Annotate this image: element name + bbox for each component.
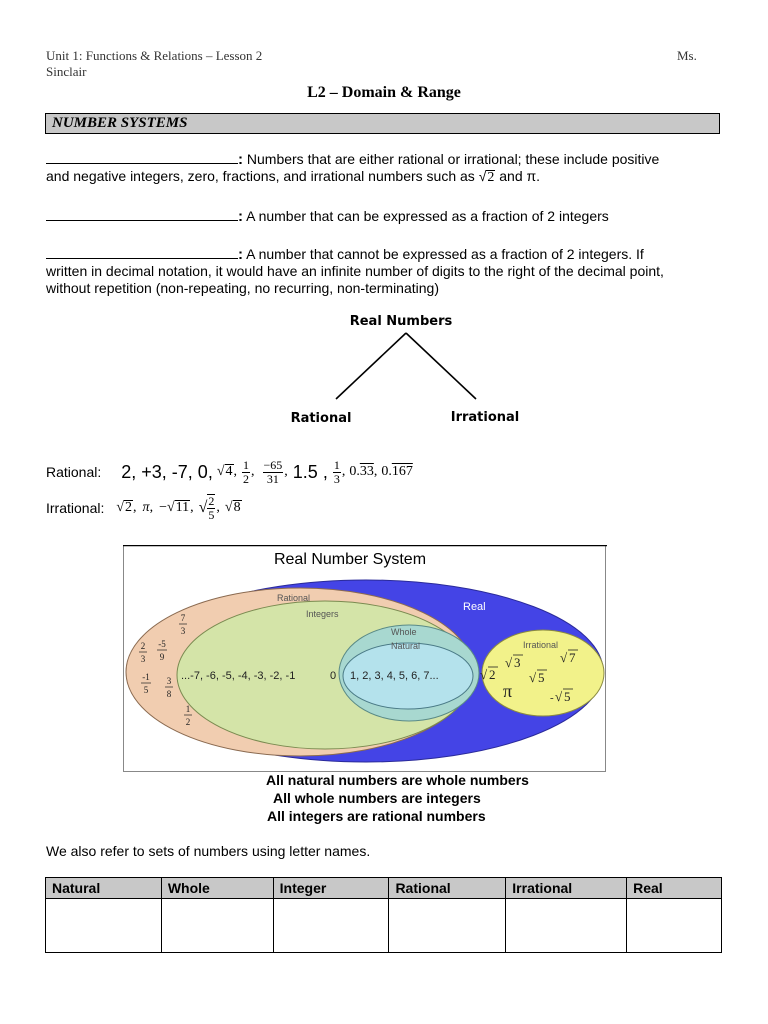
svg-text:-: -: [550, 692, 554, 704]
table-header-row: [46, 878, 722, 899]
frac-neg-65-31: $\frac{-65}{31}$: [263, 457, 283, 486]
rational-label: Rational: [277, 593, 311, 603]
natural-numbers: 1, 2, 3, 4, 5, 6, 7...: [350, 670, 439, 682]
natural-label: Natural: [391, 641, 421, 651]
real-label: Real: [463, 601, 486, 613]
svg-text:-1: -1: [142, 672, 150, 682]
irrational-label: Irrational: [523, 640, 559, 650]
header-whole: Whole: [161, 878, 273, 899]
frac-third: $\frac{1}{3}$: [333, 457, 340, 486]
cell-whole[interactable]: [161, 899, 273, 953]
whole-label: Whole: [391, 627, 417, 637]
svg-text:-5: -5: [158, 639, 166, 649]
cell-rational[interactable]: [389, 899, 506, 953]
header-teacher-surname: Sinclair: [46, 64, 87, 79]
svg-text:√: √: [555, 689, 563, 704]
svg-text:8: 8: [166, 689, 172, 699]
page-title: L2 – Domain & Range: [307, 84, 461, 101]
definition-real: : Numbers that are either rational or irrational; these include positive and negative integers, zero, fractions, and irrational numbers such as √2 and π.: [46, 151, 660, 185]
svg-text:9: 9: [159, 652, 165, 662]
definition-rational: : A number that can be expressed as a fraction of 2 integers: [46, 208, 726, 225]
statement-integers-rational: All integers are rational numbers: [267, 808, 486, 824]
svg-text:5: 5: [564, 689, 571, 704]
svg-text:3: 3: [140, 654, 146, 664]
zero-value: 0: [330, 670, 337, 682]
svg-text:1: 1: [185, 704, 191, 714]
header-integer: Integer: [273, 878, 389, 899]
svg-text:7: 7: [180, 613, 186, 623]
answer-blank-real[interactable]: [46, 151, 238, 164]
repeating-decimal-167: 0.167: [381, 464, 413, 479]
diagram-title: Real Number System: [273, 551, 427, 568]
svg-text:√: √: [529, 670, 537, 685]
table-row: [46, 899, 722, 953]
sqrt-frac-2-5: $\frac{2}{5}$: [208, 494, 215, 522]
cell-integer[interactable]: [273, 899, 389, 953]
svg-text:5: 5: [143, 685, 149, 695]
real-numbers-tree: [280, 305, 520, 430]
answer-blank-irrational[interactable]: [46, 246, 238, 259]
pi-symbol: π: [503, 681, 513, 701]
svg-text:√: √: [505, 655, 513, 670]
irrational-label: Irrational:: [46, 500, 105, 516]
svg-text:5: 5: [538, 670, 545, 685]
svg-text:7: 7: [569, 650, 576, 665]
rational-integers: 2, +3, -7, 0,: [121, 461, 213, 482]
subset-statements: [266, 771, 529, 825]
svg-text:3: 3: [166, 676, 172, 686]
svg-text:2: 2: [489, 667, 496, 682]
header-rational: Rational: [389, 878, 506, 899]
cell-real[interactable]: [627, 899, 722, 953]
svg-text:2: 2: [140, 641, 146, 651]
tree-root-label: Real Numbers: [349, 314, 453, 329]
sqrt-radicand: 2: [487, 170, 495, 185]
tree-branch-right: [406, 333, 476, 399]
tree-left-label: Rational: [290, 411, 352, 426]
statement-natural-whole: All natural numbers are whole numbers: [266, 772, 529, 788]
svg-text:3: 3: [180, 626, 186, 636]
number-sets-table: [45, 877, 722, 953]
header-irrational: Irrational: [506, 878, 627, 899]
real-number-system-diagram: [123, 545, 607, 773]
header-left: [46, 48, 262, 80]
repeating-decimal-33: 0.33,: [349, 464, 378, 479]
header-natural: Natural: [46, 878, 162, 899]
svg-text:2: 2: [185, 717, 191, 727]
statement-whole-integers: All whole numbers are integers: [273, 790, 481, 806]
answer-blank-rational[interactable]: [46, 208, 238, 221]
tree-right-label: Irrational: [450, 410, 520, 425]
definition-irrational: : A number that cannot be expressed as a fraction of 2 integers. If written in decimal notation, it would have an infinite number of digits to the right of the decimal point, without repetition (non-repeating, no recurring, non-terminating): [46, 246, 664, 296]
letter-names-intro: We also refer to sets of numbers using letter names.: [46, 843, 371, 859]
section-heading: NUMBER SYSTEMS: [52, 115, 188, 131]
tree-branch-left: [336, 333, 406, 399]
cell-natural[interactable]: [46, 899, 162, 953]
rational-label: Rational:: [46, 464, 102, 480]
svg-text:3: 3: [514, 655, 521, 670]
svg-text:√: √: [480, 667, 488, 682]
header-real: Real: [627, 878, 722, 899]
integers-label: Integers: [306, 609, 339, 619]
negative-integers: ...-7, -6, -5, -4, -3, -2, -1: [181, 670, 296, 682]
cell-irrational[interactable]: [506, 899, 627, 953]
svg-text:√: √: [560, 650, 568, 665]
header-teacher-title: Ms.: [677, 48, 697, 63]
section-heading-bar: [45, 113, 720, 134]
header-lesson: Unit 1: Functions & Relations – Lesson 2: [46, 48, 263, 63]
frac-half: $\frac{1}{2}$: [243, 457, 250, 486]
rational-examples: Rational: 2, +3, -7, 0, √4, $\frac{1}{2}$ , $\frac{-65}{31}$ , 1.5 , $\frac{1}{3}$ , 0.33, 0.167: [46, 457, 413, 486]
irrational-examples: Irrational: √2, π , −√11, √ $\frac{2}{5}$ , √8: [46, 494, 241, 522]
